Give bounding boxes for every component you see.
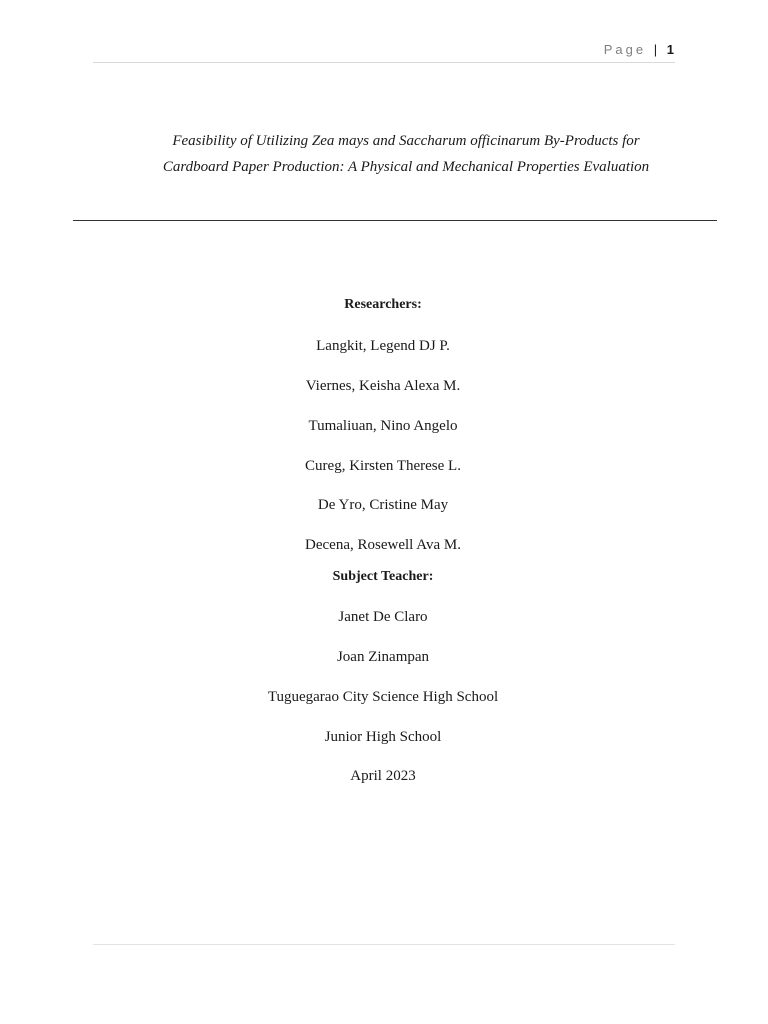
subject-teacher-heading: Subject Teacher: bbox=[332, 569, 434, 584]
title-line-2: Cardboard Paper Production: A Physical and Mechanical Properties Evaluation bbox=[162, 159, 650, 175]
teacher-name: Janet De Claro bbox=[338, 609, 428, 625]
researcher-name: Decena, Rosewell Ava M. bbox=[305, 537, 461, 553]
page-number: 1 bbox=[666, 42, 674, 57]
researcher-name: Langkit, Legend DJ P. bbox=[316, 338, 450, 354]
title-line-1: Feasibility of Utilizing Zea mays and Saccharum officinarum By-Products for bbox=[172, 133, 640, 149]
school-level: Junior High School bbox=[324, 729, 442, 745]
researcher-name: Cureg, Kirsten Therese L. bbox=[305, 458, 461, 474]
page-header bbox=[604, 42, 674, 57]
school-name: Tuguegarao City Science High School bbox=[267, 689, 499, 705]
researcher-name: Viernes, Keisha Alexa M. bbox=[305, 378, 461, 394]
document-date: April 2023 bbox=[350, 768, 416, 784]
researchers-heading: Researchers: bbox=[344, 297, 422, 312]
teacher-name: Joan Zinampan bbox=[336, 649, 430, 665]
footer-divider bbox=[93, 944, 675, 945]
title-divider bbox=[73, 220, 717, 221]
header-divider bbox=[93, 62, 675, 63]
researcher-name: Tumaliuan, Nino Angelo bbox=[308, 418, 458, 434]
page-label: Page bbox=[603, 42, 647, 57]
researcher-name: De Yro, Cristine May bbox=[317, 497, 449, 513]
page-separator: | bbox=[653, 42, 658, 57]
document-title bbox=[0, 128, 768, 180]
